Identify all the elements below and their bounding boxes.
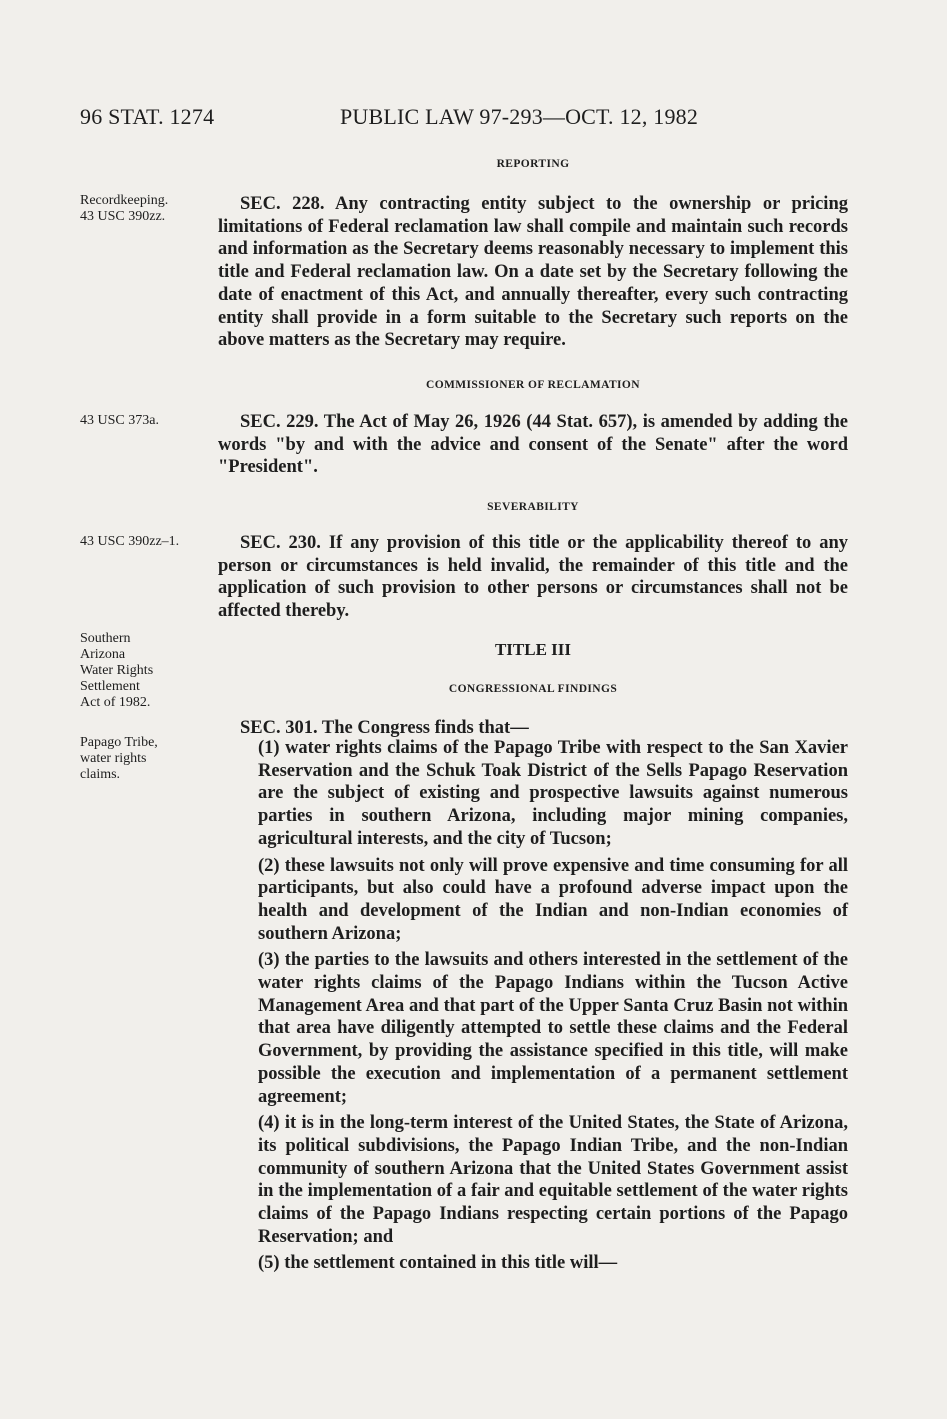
- heading-severability: SEVERABILITY: [487, 501, 579, 513]
- margin-note-recordkeeping: Recordkeeping. 43 USC 390zz.: [80, 193, 169, 224]
- public-law-header: PUBLIC LAW 97-293—OCT. 12, 1982: [340, 104, 699, 129]
- finding-4: (4) it is in the long-term interest of the United States, the State of Arizona, its political subdivisions, the Papago Indian Tribe, and the non-Indian community of southern Arizona that the United States Government assist in the implementation of a fair and equitable settlement of the water rights claims of the Papago Indians respecting certain portions of the Papago Reservation; and: [258, 1113, 848, 1247]
- finding-5: (5) the settlement contained in this title will—: [258, 1253, 618, 1274]
- heading-reporting: REPORTING: [496, 158, 570, 170]
- margin-note-390zz-1: 43 USC 390zz–1.: [80, 534, 180, 549]
- margin-note-southern-arizona: Southern Arizona Water Rights Settlement Act of 1982.: [80, 631, 154, 710]
- heading-congressional-findings: CONGRESSIONAL FINDINGS: [448, 683, 618, 695]
- stat-citation: 96 STAT. 1274: [80, 104, 215, 129]
- title-iii: TITLE III: [494, 640, 572, 659]
- finding-1: (1) water rights claims of the Papago Tribe with respect to the San Xavier Reservation and the Schuk Toak District of the Sells Papago Reservation are the subject of existing and prospective lawsuits against numerous parties in southern Arizona, including major mining companies, agricultural interests, and the city of Tucson;: [258, 738, 848, 849]
- section-301-intro: SEC. 301. The Congress finds that—: [240, 718, 529, 738]
- margin-note-papago-tribe: Papago Tribe, water rights claims.: [80, 735, 158, 782]
- section-229: SEC. 229. The Act of May 26, 1926 (44 Stat. 657), is amended by adding the words "by and with the advice and consent of the Senate" after the word "President".: [218, 412, 848, 478]
- findings-list: [258, 737, 848, 1279]
- finding-2: (2) these lawsuits not only will prove expensive and time consuming for all participants, but also could have a profound adverse impact upon the health and development of the Indian and non-Indian economies of southern Arizona;: [258, 855, 848, 944]
- margin-note-373a: 43 USC 373a.: [80, 413, 159, 428]
- heading-commissioner: COMMISSIONER OF RECLAMATION: [426, 379, 640, 391]
- section-230: SEC. 230. If any provision of this title or the applicability thereof to any person or circumstances is held invalid, the remainder of this title and the application of such provision to other persons or circumstances shall not be affected thereby.: [218, 533, 848, 622]
- section-228: SEC. 228. Any contracting entity subject to the ownership or pricing limitations of Federal reclamation law shall compile and maintain such records and information as the Secretary deems reasonably necessary to implement this title and Federal reclamation law. On a date set by the Secretary following the date of enactment of this Act, and annually thereafter, every such contracting entity shall provide in a form suitable to the Secretary such reports on the above matters as the Secretary may require.: [218, 194, 848, 351]
- finding-3: (3) the parties to the lawsuits and others interested in the settlement of the water rights claims of the Papago Indians within the Tucson Active Management Area and that part of the Upper Santa Cruz Basin not within that area have diligently attempted to settle these claims and the Federal Government, by providing the assistance specified in this title, will make possible the execution and implementation of a permanent settlement agreement;: [258, 950, 848, 1107]
